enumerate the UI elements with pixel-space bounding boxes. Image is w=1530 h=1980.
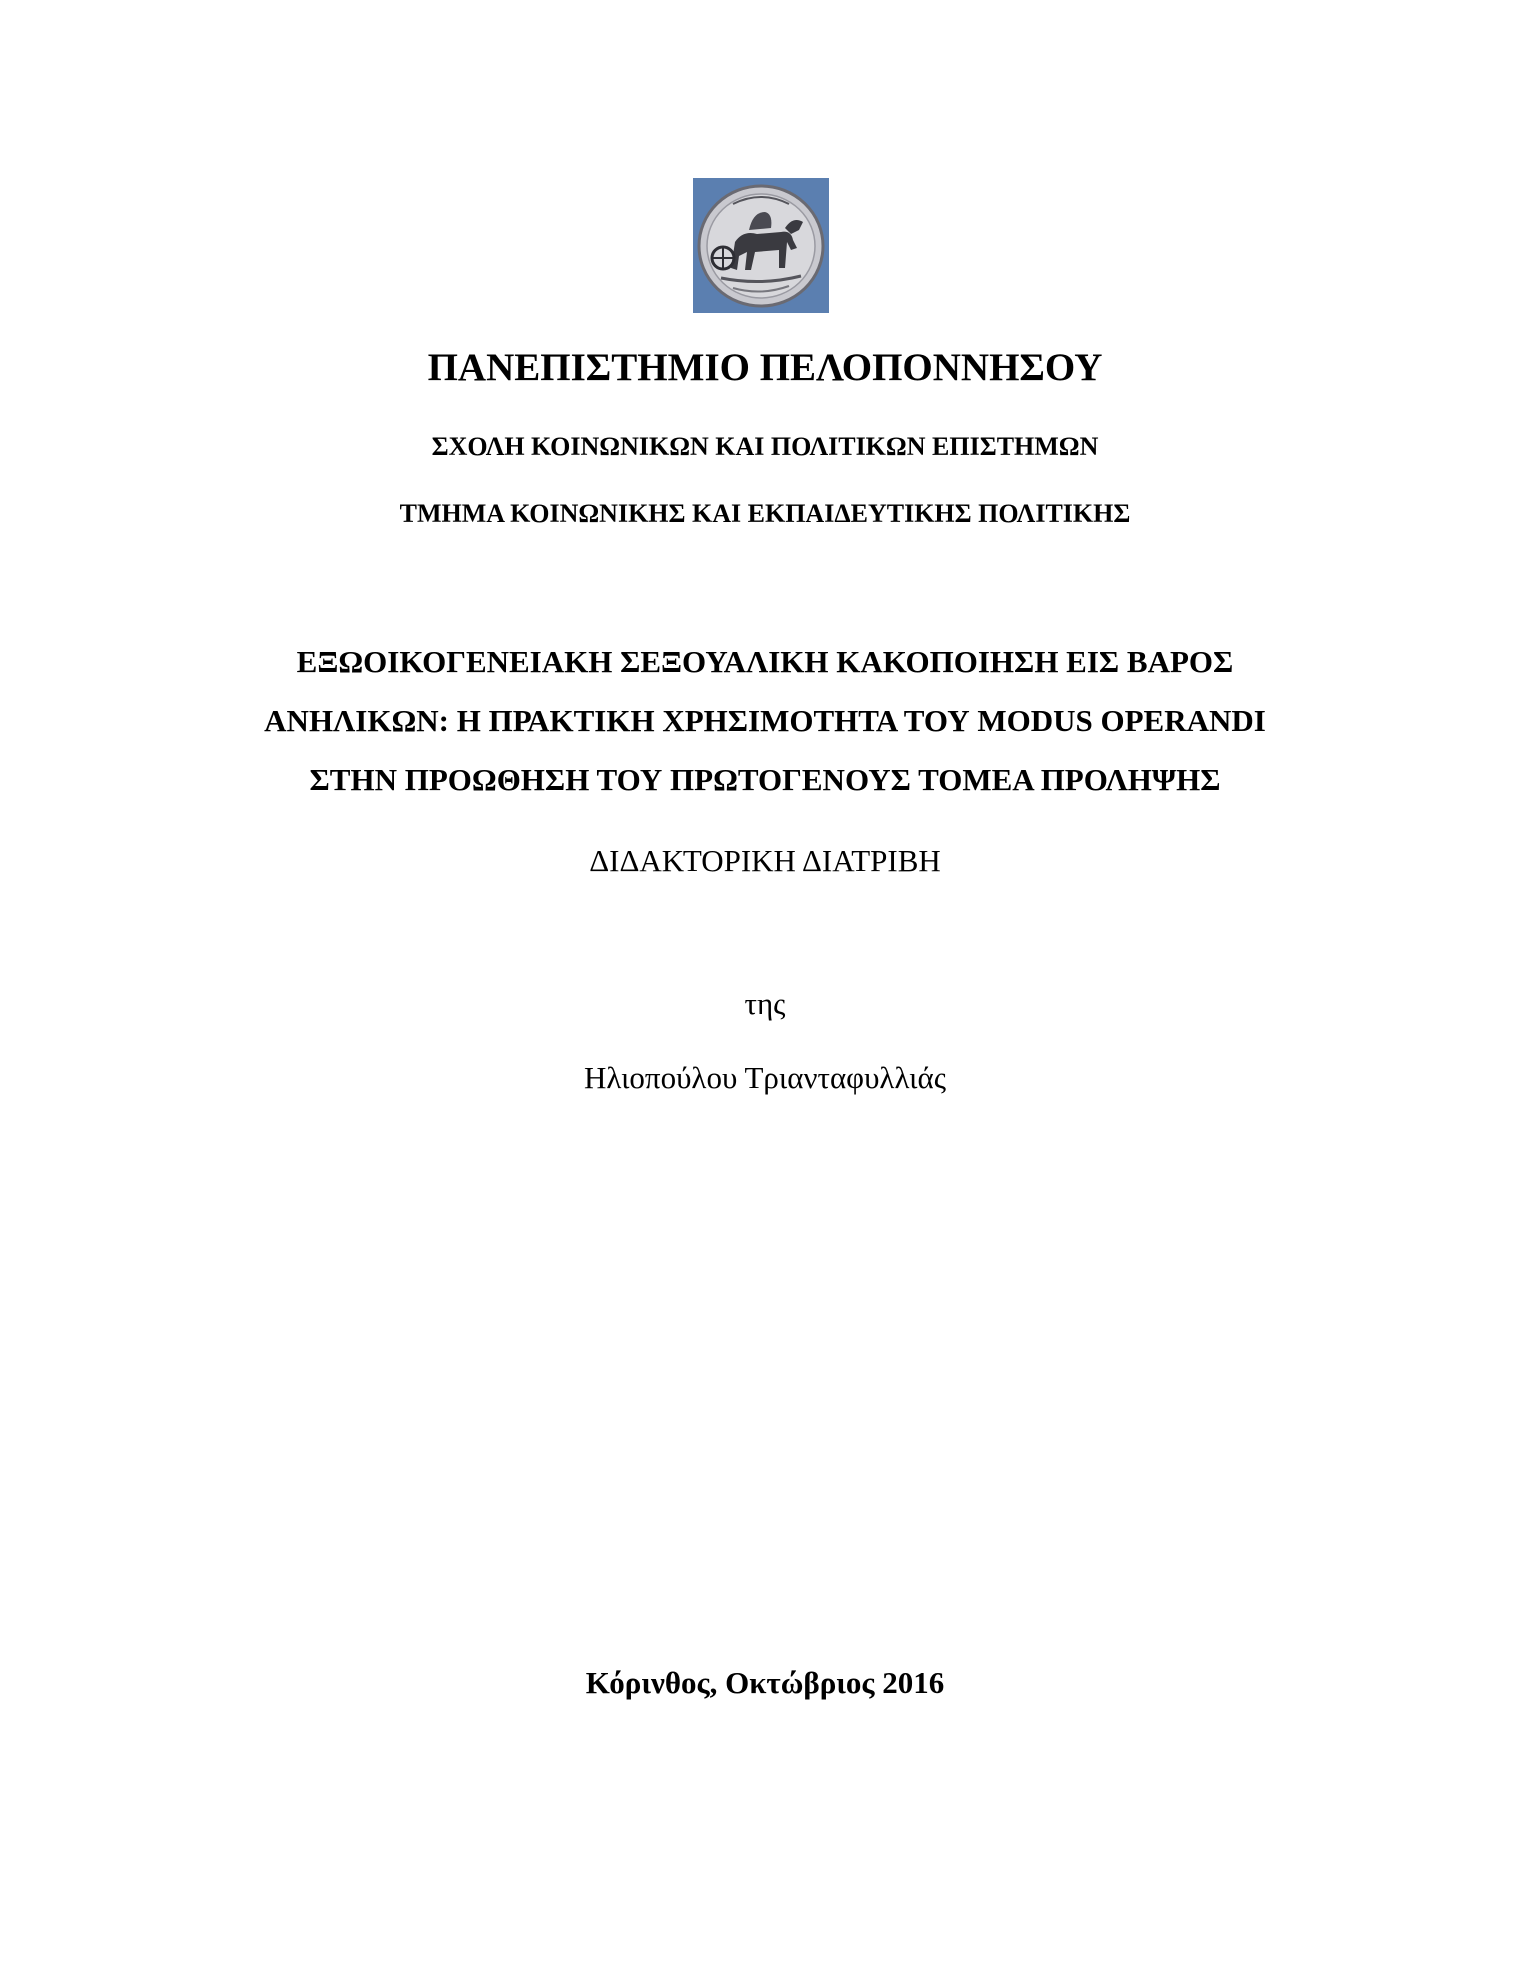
university-name: ΠΑΝΕΠΙΣΤΗΜΙΟ ΠΕΛΟΠΟΝΝΗΣΟΥ (427, 346, 1103, 389)
thesis-title-line-3: ΣΤΗΝ ΠΡΟΩΘΗΣΗ ΤΟΥ ΠΡΩΤΟΓΕΝΟΥΣ ΤΟΜΕΑ ΠΡΟΛΗΨΗΣ (309, 762, 1221, 797)
thesis-title-line-1: ΕΞΩΟΙΚΟΓΕΝΕΙΑΚΗ ΣΕΞΟΥΑΛΙΚΗ ΚΑΚΟΠΟΙΗΣΗ ΕΙΣ ΒΑΡΟΣ (296, 644, 1234, 679)
thesis-title-line-2: ΑΝΗΛΙΚΩΝ: Η ΠΡΑΚΤΙΚΗ ΧΡΗΣΙΜΟΤΗΤΑ ΤΟΥ MODUS OPERANDI (264, 703, 1266, 738)
department-name: ΤΜΗΜΑ ΚΟΙΝΩΝΙΚΗΣ ΚΑΙ ΕΚΠΑΙΔΕΥΤΙΚΗΣ ΠΟΛΙΤΙΚΗΣ (399, 499, 1131, 528)
author-preposition: της (744, 986, 786, 1021)
seal-coin-icon (693, 178, 829, 313)
place-and-date: Κόρινθος, Οκτώβριος 2016 (585, 1665, 945, 1700)
author-name: Ηλιοπούλου Τριανταφυλλιάς (584, 1060, 946, 1095)
school-name: ΣΧΟΛΗ ΚΟΙΝΩΝΙΚΩΝ ΚΑΙ ΠΟΛΙΤΙΚΩΝ ΕΠΙΣΤΗΜΩΝ (431, 432, 1099, 461)
document-type: ΔΙΔΑΚΤΟΡΙΚΗ ΔΙΑΤΡΙΒΗ (589, 843, 941, 878)
university-seal-logo (693, 178, 829, 313)
